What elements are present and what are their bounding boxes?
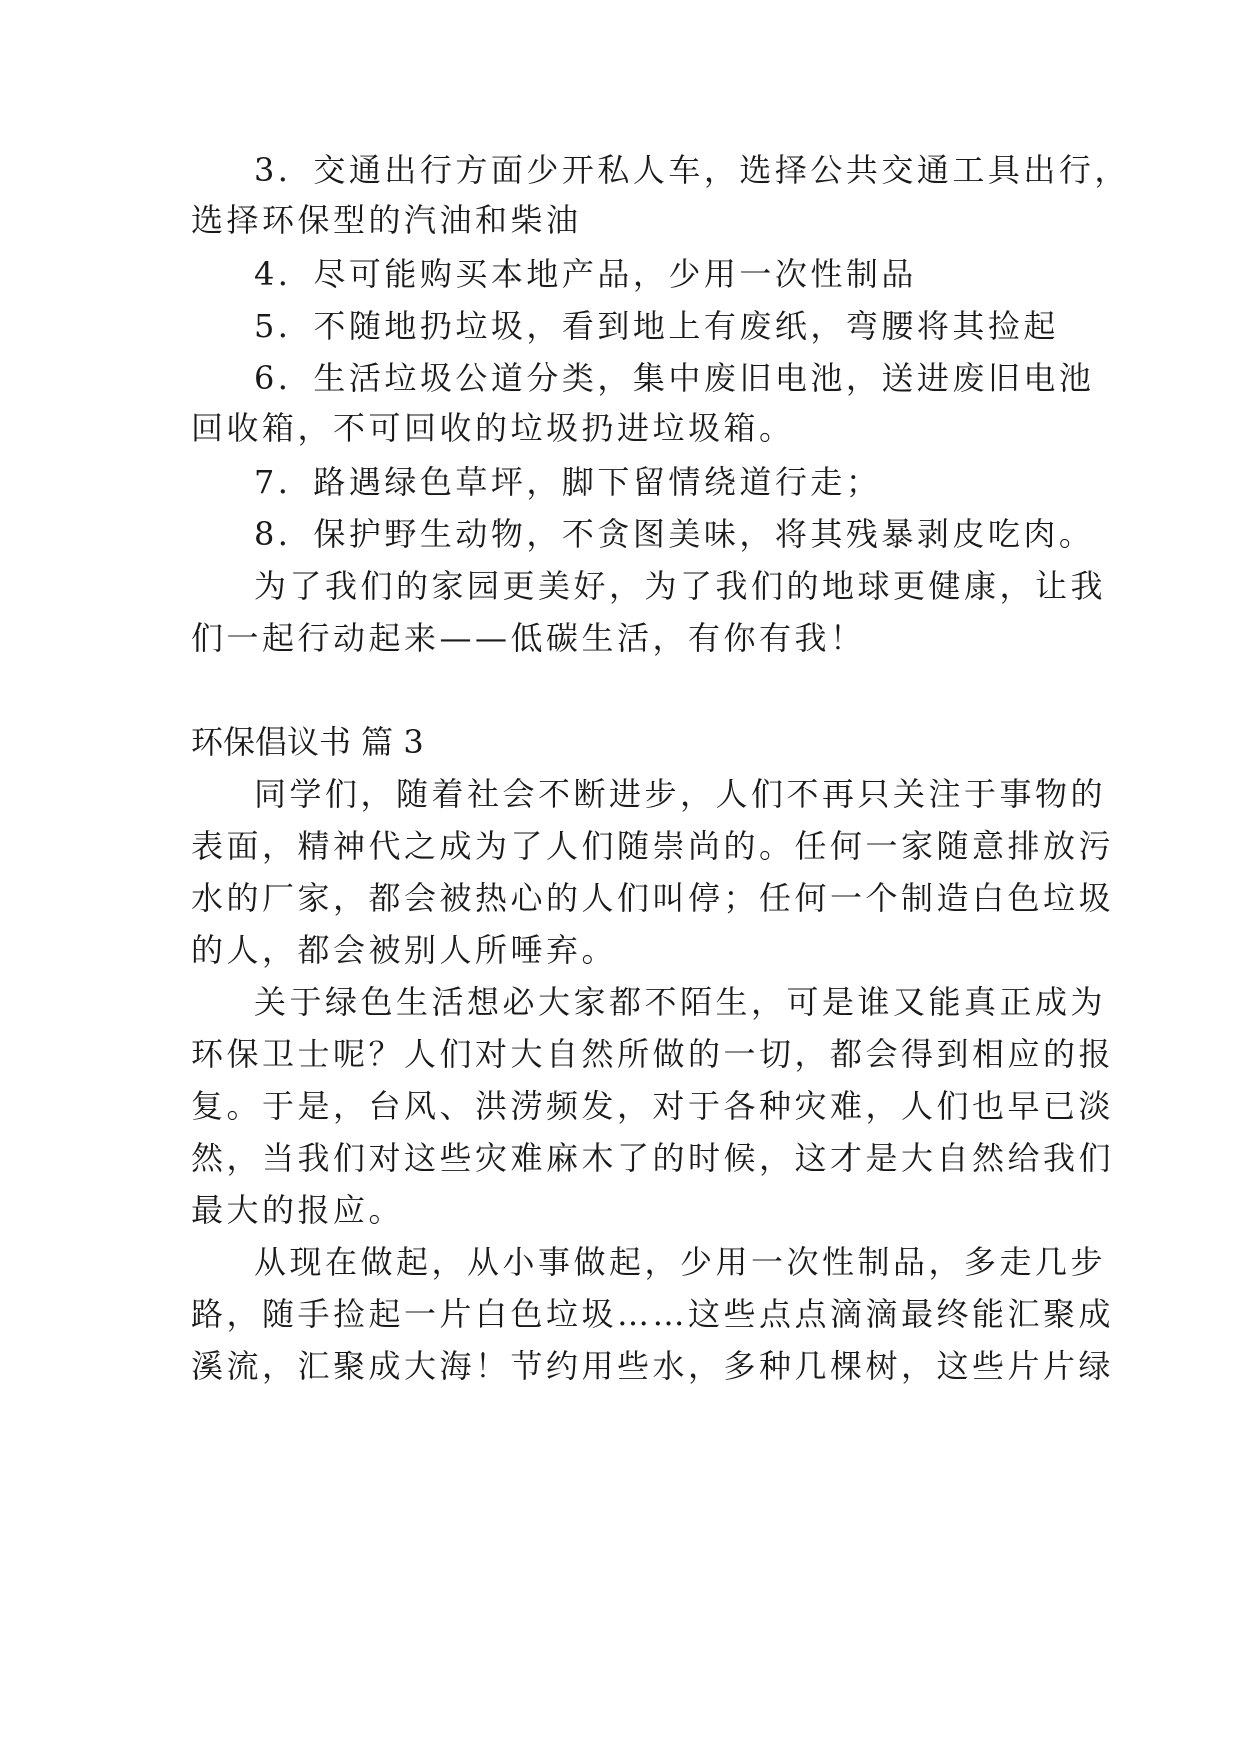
paragraph-line: 3．交通出行方面少开私人车，选择公共交通工具出行， xyxy=(254,151,1130,189)
paragraph-line: 最大的报应。 xyxy=(191,1191,405,1229)
paragraph-line: 同学们，随着社会不断进步，人们不再只关注于事物的 xyxy=(254,775,1107,813)
paragraph-line: 为了我们的家园更美好，为了我们的地球更健康，让我 xyxy=(254,567,1107,605)
paragraph-line: 表面，精神代之成为了人们随崇尚的。任何一家随意排放污 xyxy=(191,827,1115,865)
paragraph-line: 们一起行动起来——低碳生活，有你有我！ xyxy=(191,619,866,657)
paragraph-line: 5．不随地扔垃圾，看到地上有废纸，弯腰将其捡起 xyxy=(254,307,1059,345)
paragraph-line: 环保卫士呢？人们对大自然所做的一切，都会得到相应的报 xyxy=(191,1035,1115,1073)
paragraph-line: 然，当我们对这些灾难麻木了的时候，这才是大自然给我们 xyxy=(191,1139,1115,1177)
paragraph-line: 路，随手捡起一片白色垃圾……这些点点滴滴最终能汇聚成 xyxy=(191,1295,1115,1333)
paragraph-line: 从现在做起，从小事做起，少用一次性制品，多走几步 xyxy=(254,1243,1107,1281)
paragraph-line: 溪流，汇聚成大海！节约用些水，多种几棵树，这些片片绿 xyxy=(191,1347,1115,1385)
section-heading: 环保倡议书 篇 3 xyxy=(191,723,424,761)
paragraph-line: 水的厂家，都会被热心的人们叫停；任何一个制造白色垃圾 xyxy=(191,879,1115,917)
paragraph-line: 8．保护野生动物，不贪图美味，将其残暴剥皮吃肉。 xyxy=(254,515,1095,553)
paragraph-line: 4．尽可能购买本地产品，少用一次性制品 xyxy=(254,255,917,293)
paragraph-line: 的人，都会被别人所唾弃。 xyxy=(191,931,618,969)
paragraph-line: 关于绿色生活想必大家都不陌生，可是谁又能真正成为 xyxy=(254,983,1107,1021)
paragraph-line: 6．生活垃圾公道分类，集中废旧电池，送进废旧电池 xyxy=(254,359,1095,397)
paragraph-line: 选择环保型的汽油和柴油 xyxy=(191,201,582,239)
paragraph-line: 回收箱，不可回收的垃圾扔进垃圾箱。 xyxy=(191,409,795,447)
paragraph-line: 复。于是，台风、洪涝频发，对于各种灾难，人们也早已淡 xyxy=(191,1087,1115,1125)
paragraph-line: 7．路遇绿色草坪，脚下留情绕道行走； xyxy=(254,463,882,501)
